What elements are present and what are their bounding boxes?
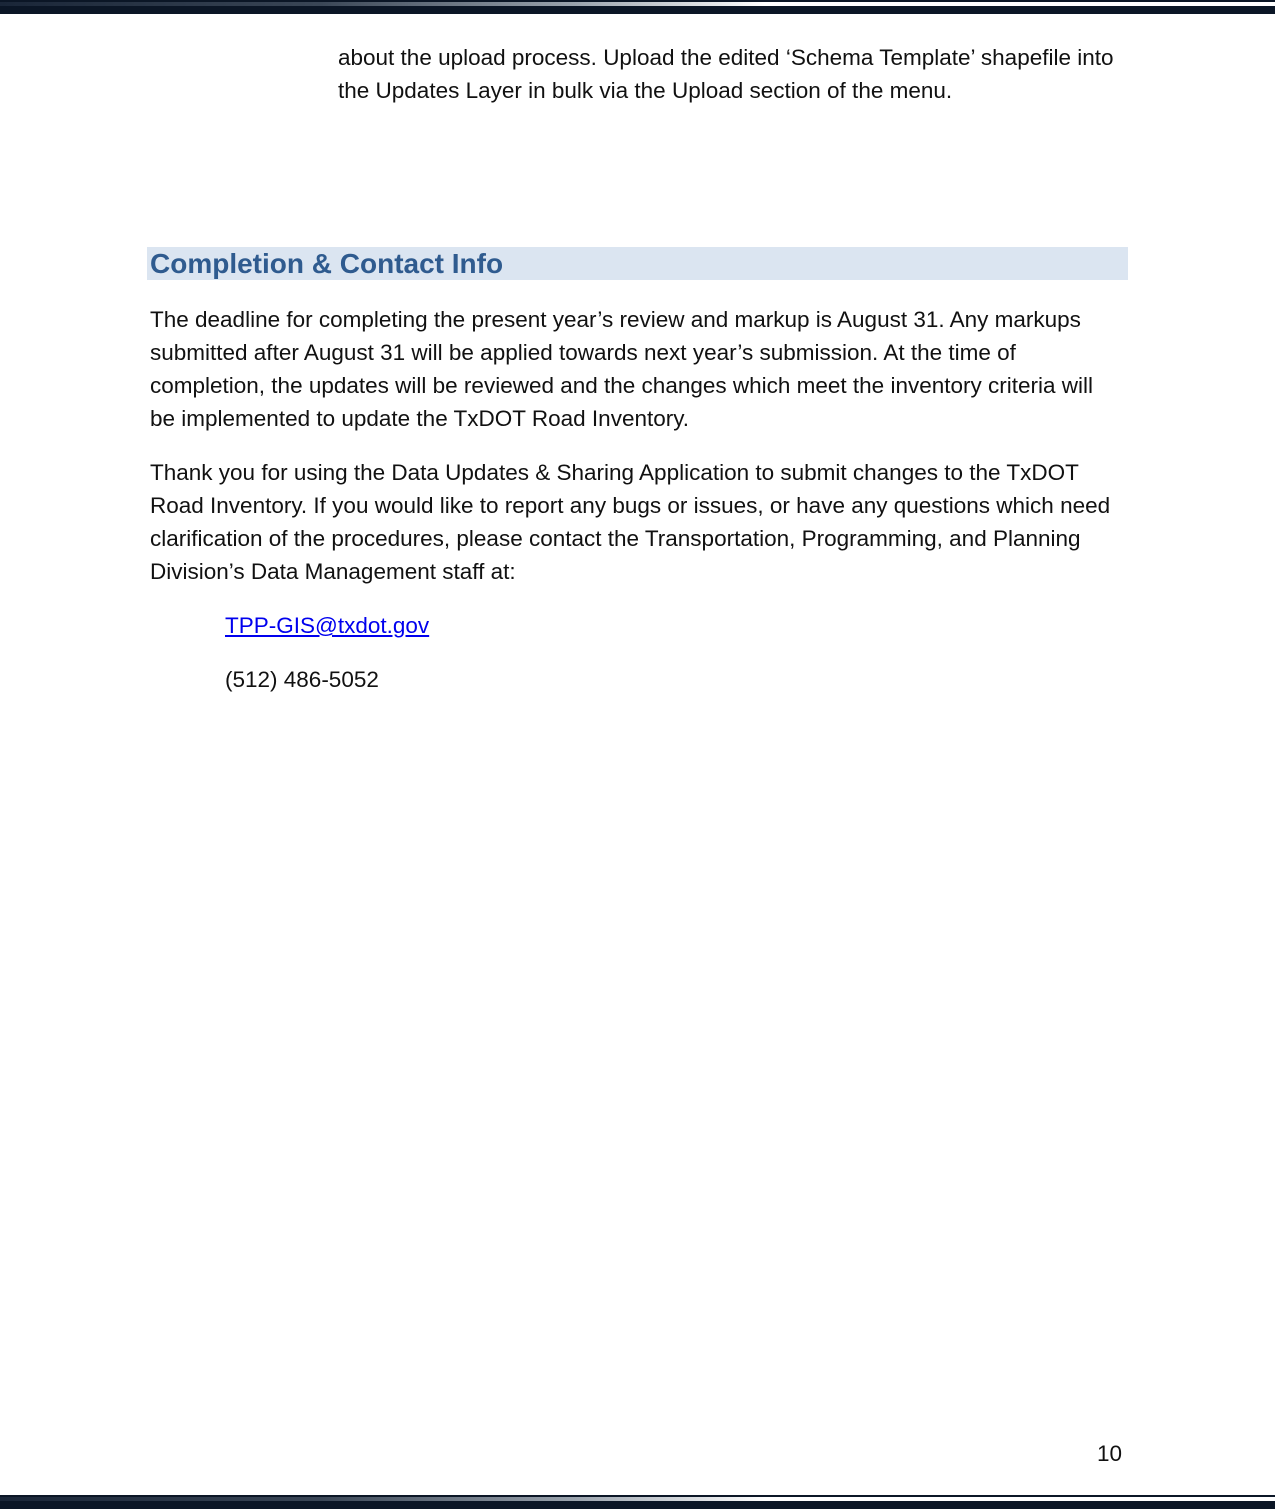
- deadline-paragraph: The deadline for completing the present year’s review and markup is August 31. Any markups submitted after August 31 will be applied towards next year’s submission. At the time of completion, the updates will be reviewed and the changes which meet the inventory criteria will be implemented to update the TxDOT Road Inventory.: [150, 307, 1094, 431]
- section-heading-text: Completion & Contact Info: [150, 248, 504, 279]
- continued-paragraph: about the upload process. Upload the edited ‘Schema Template’ shapefile into the Updates Layer in bulk via the Upload section of the menu.: [338, 45, 1114, 103]
- section-heading: [147, 247, 1128, 280]
- contact-email-link[interactable]: TPP-GIS@txdot.gov: [225, 613, 430, 638]
- contact-phone: (512) 486-5052: [225, 667, 379, 692]
- thank-you-paragraph: Thank you for using the Data Updates & Sharing Application to submit changes to the TxDOT Road Inventory. If you would like to report any bugs or issues, or have any questions which need clarification of the procedures, please contact the Transportation, Programming, and Planning Division’s Data Management staff at:: [150, 460, 1111, 584]
- footer-decorative-bar: [0, 1495, 1275, 1509]
- page-number: 10: [1097, 1441, 1123, 1466]
- header-decorative-bar: [0, 0, 1275, 14]
